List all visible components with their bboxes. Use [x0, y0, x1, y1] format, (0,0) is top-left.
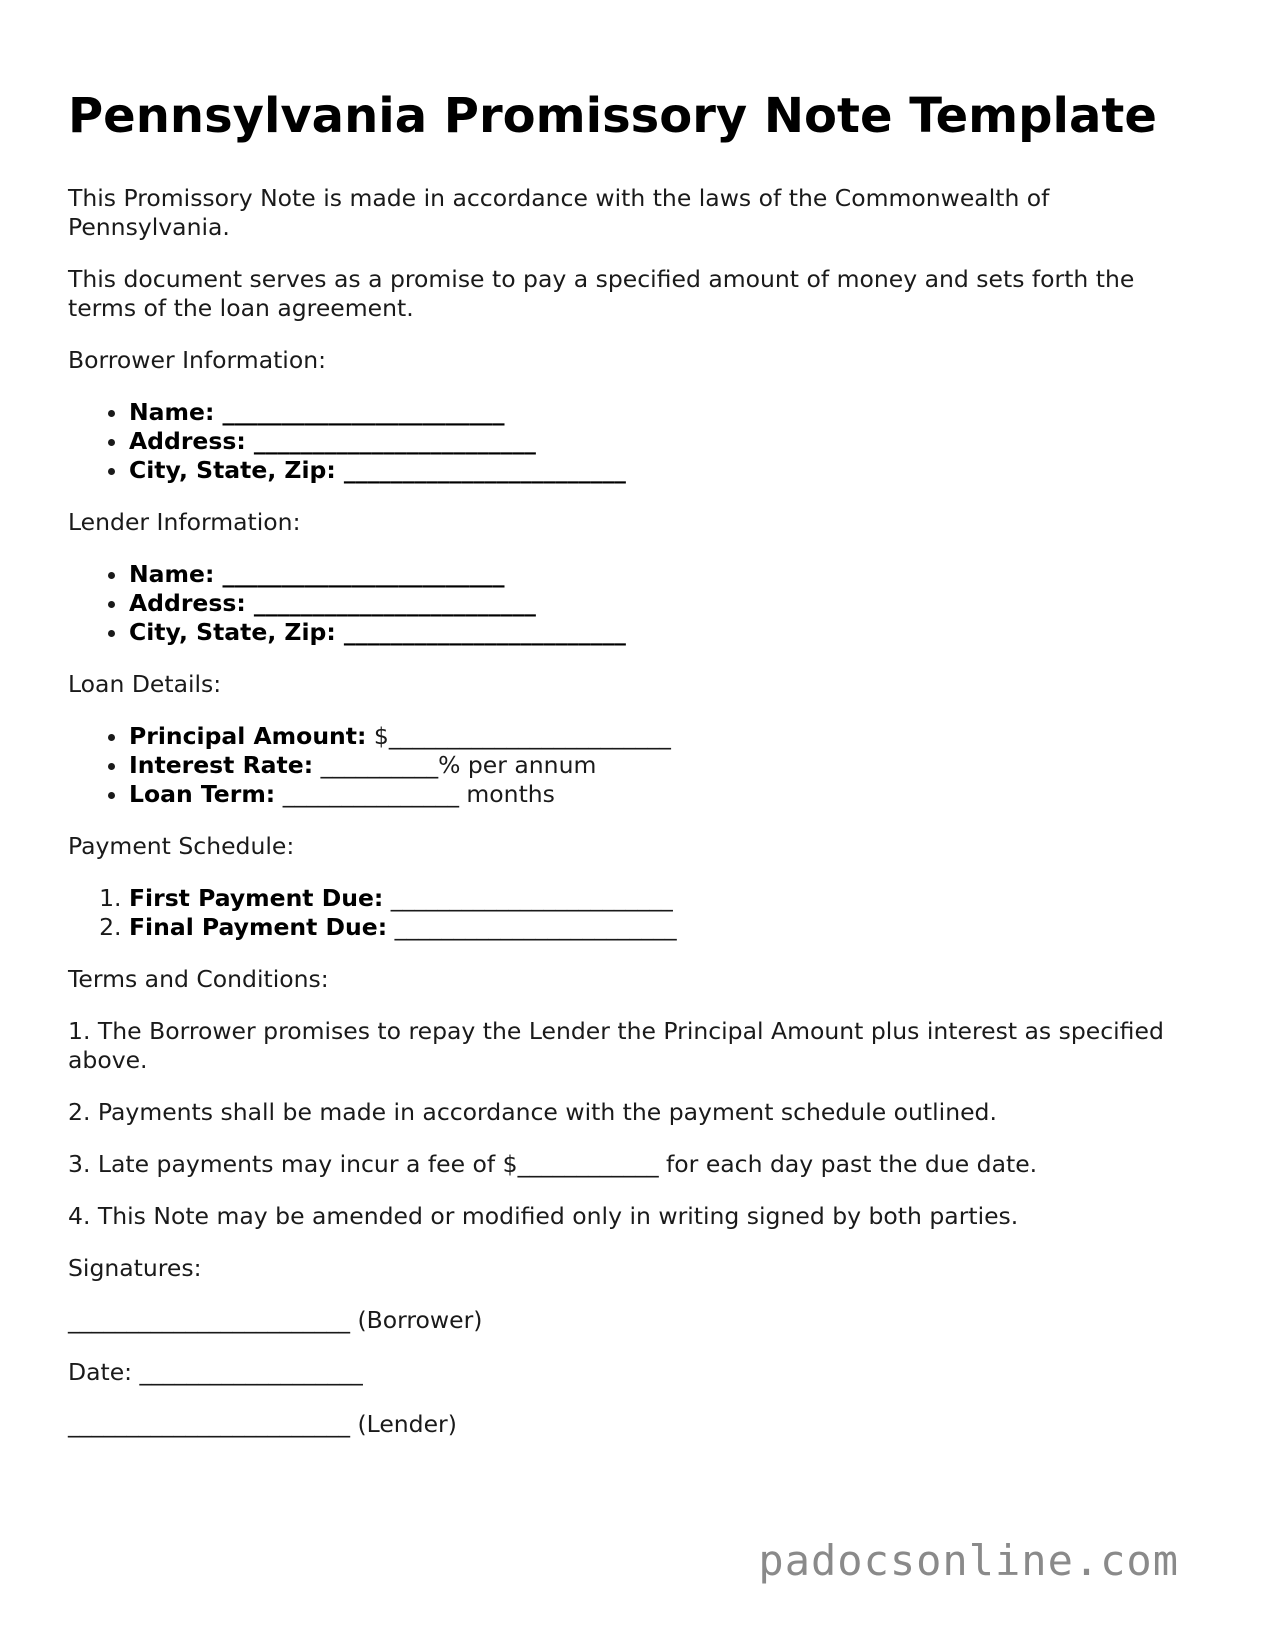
- field-label: Name:: [129, 560, 215, 588]
- terms-heading: Terms and Conditions:: [68, 965, 329, 993]
- field-blank: ________________________: [335, 618, 626, 646]
- field-label: Interest Rate:: [129, 751, 314, 779]
- field-label: City, State, Zip:: [129, 456, 336, 484]
- field-blank: ________________________: [214, 398, 505, 426]
- field-label: City, State, Zip:: [129, 618, 336, 646]
- lender-name-item: [129, 560, 1198, 589]
- field-blank: _______________ months: [275, 780, 555, 808]
- first-payment-item: [129, 884, 1198, 913]
- field-blank: ________________________: [245, 427, 536, 455]
- borrower-signature-line: ________________________ (Borrower): [68, 1306, 483, 1334]
- field-blank: ________________________: [335, 456, 626, 484]
- principal-item: [129, 722, 1198, 751]
- borrower-name-item: [129, 398, 1198, 427]
- borrower-address-item: [129, 427, 1198, 456]
- final-payment-item: [129, 913, 1198, 942]
- intro-paragraph-2: This document serves as a promise to pay a specified amount of money and sets forth the terms of the loan agreement.: [68, 265, 1135, 322]
- term-item: [129, 780, 1198, 809]
- schedule-list: [68, 884, 1198, 942]
- field-blank: $________________________: [366, 722, 671, 750]
- lender-heading: Lender Information:: [68, 508, 301, 536]
- term-2: 2. Payments shall be made in accordance with the payment schedule outlined.: [68, 1098, 997, 1126]
- borrower-city-item: [129, 456, 1198, 485]
- lender-list: [68, 560, 1198, 647]
- field-blank: __________% per annum: [313, 751, 597, 779]
- schedule-heading: Payment Schedule:: [68, 832, 295, 860]
- term-3: 3. Late payments may incur a fee of $____________ for each day past the due date.: [68, 1150, 1038, 1178]
- loan-list: [68, 722, 1198, 809]
- watermark: padocsonline.com: [758, 1536, 1179, 1585]
- field-label: Address:: [129, 589, 246, 617]
- intro-paragraph-1: This Promissory Note is made in accordance with the laws of the Commonwealth of Pennsylvania.: [68, 184, 1050, 241]
- interest-item: [129, 751, 1198, 780]
- field-label: Loan Term:: [129, 780, 276, 808]
- lender-signature-line: ________________________ (Lender): [68, 1410, 457, 1438]
- term-1: 1. The Borrower promises to repay the Lender the Principal Amount plus interest as specified above.: [68, 1017, 1164, 1074]
- lender-city-item: [129, 618, 1198, 647]
- field-blank: ________________________: [387, 913, 677, 941]
- document-page: [68, 0, 1198, 1439]
- loan-heading: Loan Details:: [68, 670, 222, 698]
- field-blank: ________________________: [383, 884, 673, 912]
- field-label: Name:: [129, 398, 215, 426]
- signatures-heading: Signatures:: [68, 1254, 202, 1282]
- field-label: Address:: [129, 427, 246, 455]
- field-label: Final Payment Due:: [129, 913, 388, 941]
- borrower-heading: Borrower Information:: [68, 346, 327, 374]
- field-blank: ________________________: [245, 589, 536, 617]
- date-line: Date: ___________________: [68, 1358, 363, 1386]
- term-4: 4. This Note may be amended or modified only in writing signed by both parties.: [68, 1202, 1019, 1230]
- borrower-list: [68, 398, 1198, 485]
- field-label: Principal Amount:: [129, 722, 367, 750]
- field-label: First Payment Due:: [129, 884, 384, 912]
- document-title: Pennsylvania Promissory Note Template: [68, 88, 1157, 144]
- lender-address-item: [129, 589, 1198, 618]
- field-blank: ________________________: [214, 560, 505, 588]
